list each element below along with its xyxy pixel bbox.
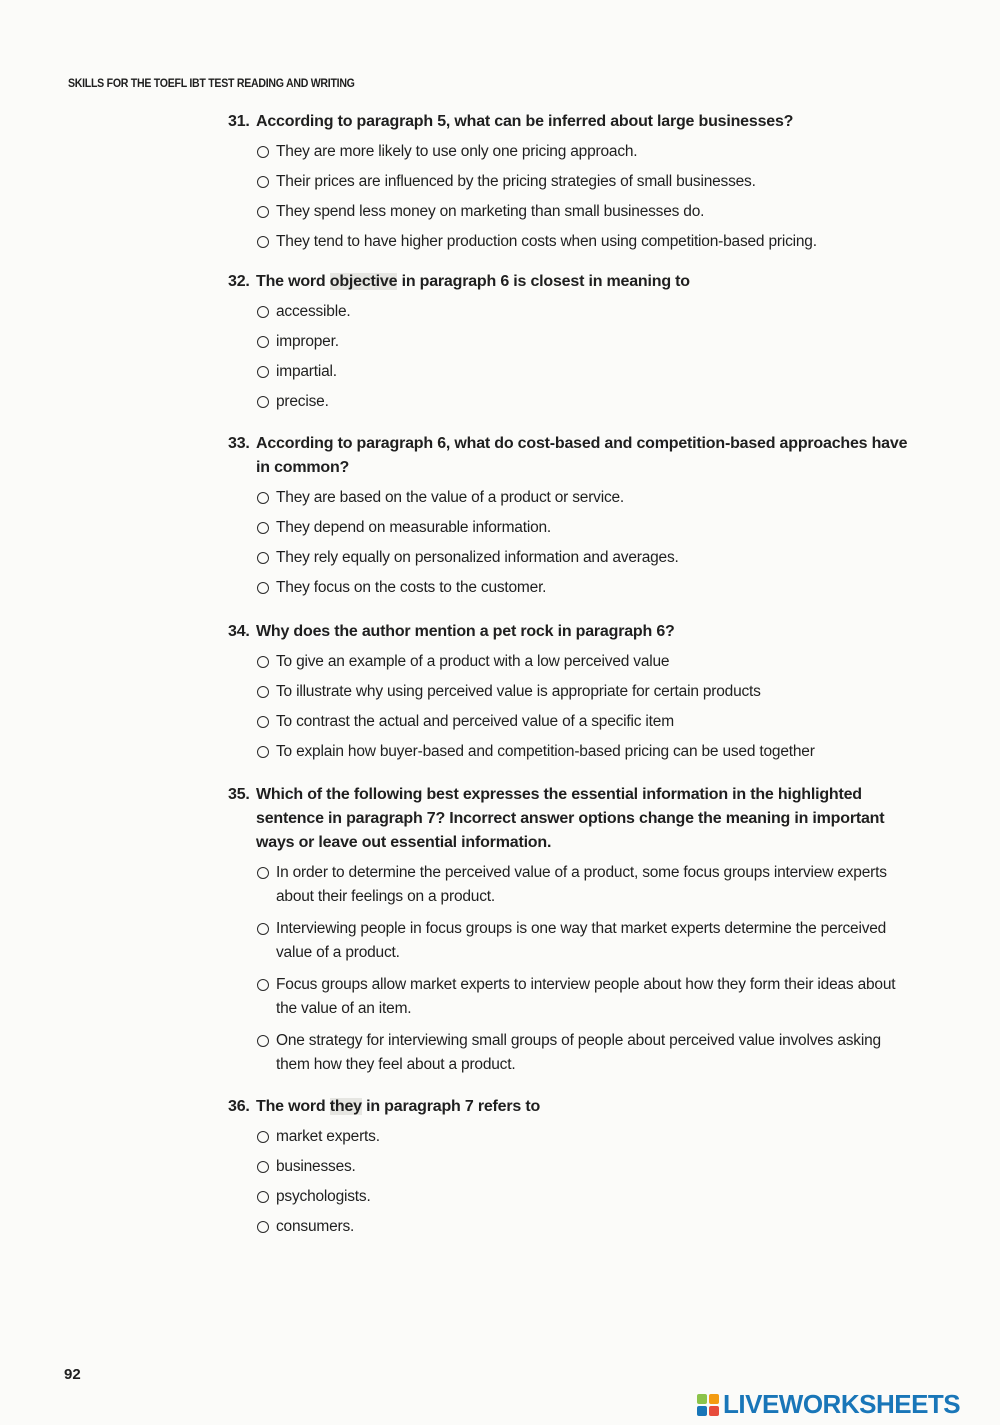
question-number: 31.: [228, 113, 250, 130]
answer-option[interactable]: They depend on measurable information.: [256, 516, 908, 540]
answer-option[interactable]: psychologists.: [256, 1185, 908, 1209]
radio-circle-icon[interactable]: [256, 710, 276, 734]
radio-circle-icon[interactable]: [256, 516, 276, 540]
question-number: 33.: [228, 435, 250, 452]
radio-circle-icon[interactable]: [256, 170, 276, 194]
answer-option[interactable]: They spend less money on marketing than small businesses do.: [256, 200, 908, 224]
answer-option[interactable]: improper.: [256, 330, 908, 354]
radio-circle-icon[interactable]: [256, 1185, 276, 1209]
answer-option[interactable]: One strategy for interviewing small groups of people about perceived value involves asking them how they feel about a product.: [256, 1029, 908, 1077]
radio-circle-icon[interactable]: [256, 486, 276, 510]
answer-option[interactable]: They are more likely to use only one pricing approach.: [256, 140, 908, 164]
running-header: SKILLS FOR THE TOEFL IBT TEST READING AND WRITING: [68, 78, 355, 90]
radio-circle-icon[interactable]: [256, 360, 276, 384]
answer-option[interactable]: Focus groups allow market experts to interview people about how they form their ideas about the value of an item.: [256, 973, 908, 1021]
answer-option[interactable]: To illustrate why using perceived value is appropriate for certain products: [256, 680, 908, 704]
radio-circle-icon[interactable]: [256, 300, 276, 324]
answer-option[interactable]: In order to determine the perceived value of a product, some focus groups interview experts about their feelings on a product.: [256, 861, 908, 909]
radio-circle-icon[interactable]: [256, 680, 276, 704]
question-text: Why does the author mention a pet rock in paragraph 6?: [256, 623, 675, 640]
question-text: The word objective in paragraph 6 is closest in meaning to: [256, 273, 690, 290]
radio-circle-icon[interactable]: [256, 1155, 276, 1179]
answer-option[interactable]: To explain how buyer-based and competition-based pricing can be used together: [256, 740, 908, 764]
radio-circle-icon[interactable]: [256, 1215, 276, 1239]
question-34: [228, 620, 908, 770]
liveworksheets-icon: [697, 1394, 719, 1416]
page-number: 92: [64, 1366, 81, 1383]
radio-circle-icon[interactable]: [256, 200, 276, 224]
question-32: [228, 270, 908, 420]
answer-option[interactable]: impartial.: [256, 360, 908, 384]
answer-option[interactable]: They tend to have higher production costs when using competition-based pricing.: [256, 230, 908, 254]
brand-logo[interactable]: [697, 1389, 960, 1420]
radio-circle-icon[interactable]: [256, 576, 276, 600]
radio-circle-icon[interactable]: [256, 546, 276, 570]
question-36: [228, 1095, 908, 1245]
radio-circle-icon[interactable]: [256, 740, 276, 764]
radio-circle-icon[interactable]: [256, 140, 276, 164]
answer-option[interactable]: precise.: [256, 390, 908, 414]
answer-option[interactable]: Interviewing people in focus groups is one way that market experts determine the perceived value of a product.: [256, 917, 908, 965]
answer-option[interactable]: To give an example of a product with a low perceived value: [256, 650, 908, 674]
question-number: 34.: [228, 623, 250, 640]
question-text: According to paragraph 5, what can be inferred about large businesses?: [256, 113, 794, 130]
question-text: Which of the following best expresses the essential information in the highlighted sentence in paragraph 7? Incorrect answer options change the meaning in important ways or leave out essential information.: [256, 786, 885, 851]
answer-option[interactable]: They rely equally on personalized information and averages.: [256, 546, 908, 570]
answer-option[interactable]: They focus on the costs to the customer.: [256, 576, 908, 600]
radio-circle-icon[interactable]: [256, 973, 276, 997]
radio-circle-icon[interactable]: [256, 650, 276, 674]
question-number: 32.: [228, 273, 250, 290]
question-number: 35.: [228, 786, 250, 803]
radio-circle-icon[interactable]: [256, 861, 276, 885]
question-35: [228, 783, 908, 1085]
highlighted-word: they: [329, 1098, 362, 1115]
question-text: According to paragraph 6, what do cost-based and competition-based approaches have in common?: [256, 435, 908, 476]
question-33: [228, 432, 908, 606]
answer-option[interactable]: consumers.: [256, 1215, 908, 1239]
radio-circle-icon[interactable]: [256, 230, 276, 254]
answer-option[interactable]: They are based on the value of a product or service.: [256, 486, 908, 510]
answer-option[interactable]: Their prices are influenced by the pricing strategies of small businesses.: [256, 170, 908, 194]
radio-circle-icon[interactable]: [256, 1125, 276, 1149]
radio-circle-icon[interactable]: [256, 330, 276, 354]
answer-option[interactable]: businesses.: [256, 1155, 908, 1179]
radio-circle-icon[interactable]: [256, 1029, 276, 1053]
answer-option[interactable]: To contrast the actual and perceived value of a specific item: [256, 710, 908, 734]
question-number: 36.: [228, 1098, 250, 1115]
question-31: [228, 110, 908, 260]
radio-circle-icon[interactable]: [256, 917, 276, 941]
answer-option[interactable]: accessible.: [256, 300, 908, 324]
brand-name: LIVEWORKSHEETS: [723, 1389, 961, 1419]
question-text: The word they in paragraph 7 refers to: [256, 1098, 541, 1115]
radio-circle-icon[interactable]: [256, 390, 276, 414]
highlighted-word: objective: [329, 273, 398, 290]
answer-option[interactable]: market experts.: [256, 1125, 908, 1149]
